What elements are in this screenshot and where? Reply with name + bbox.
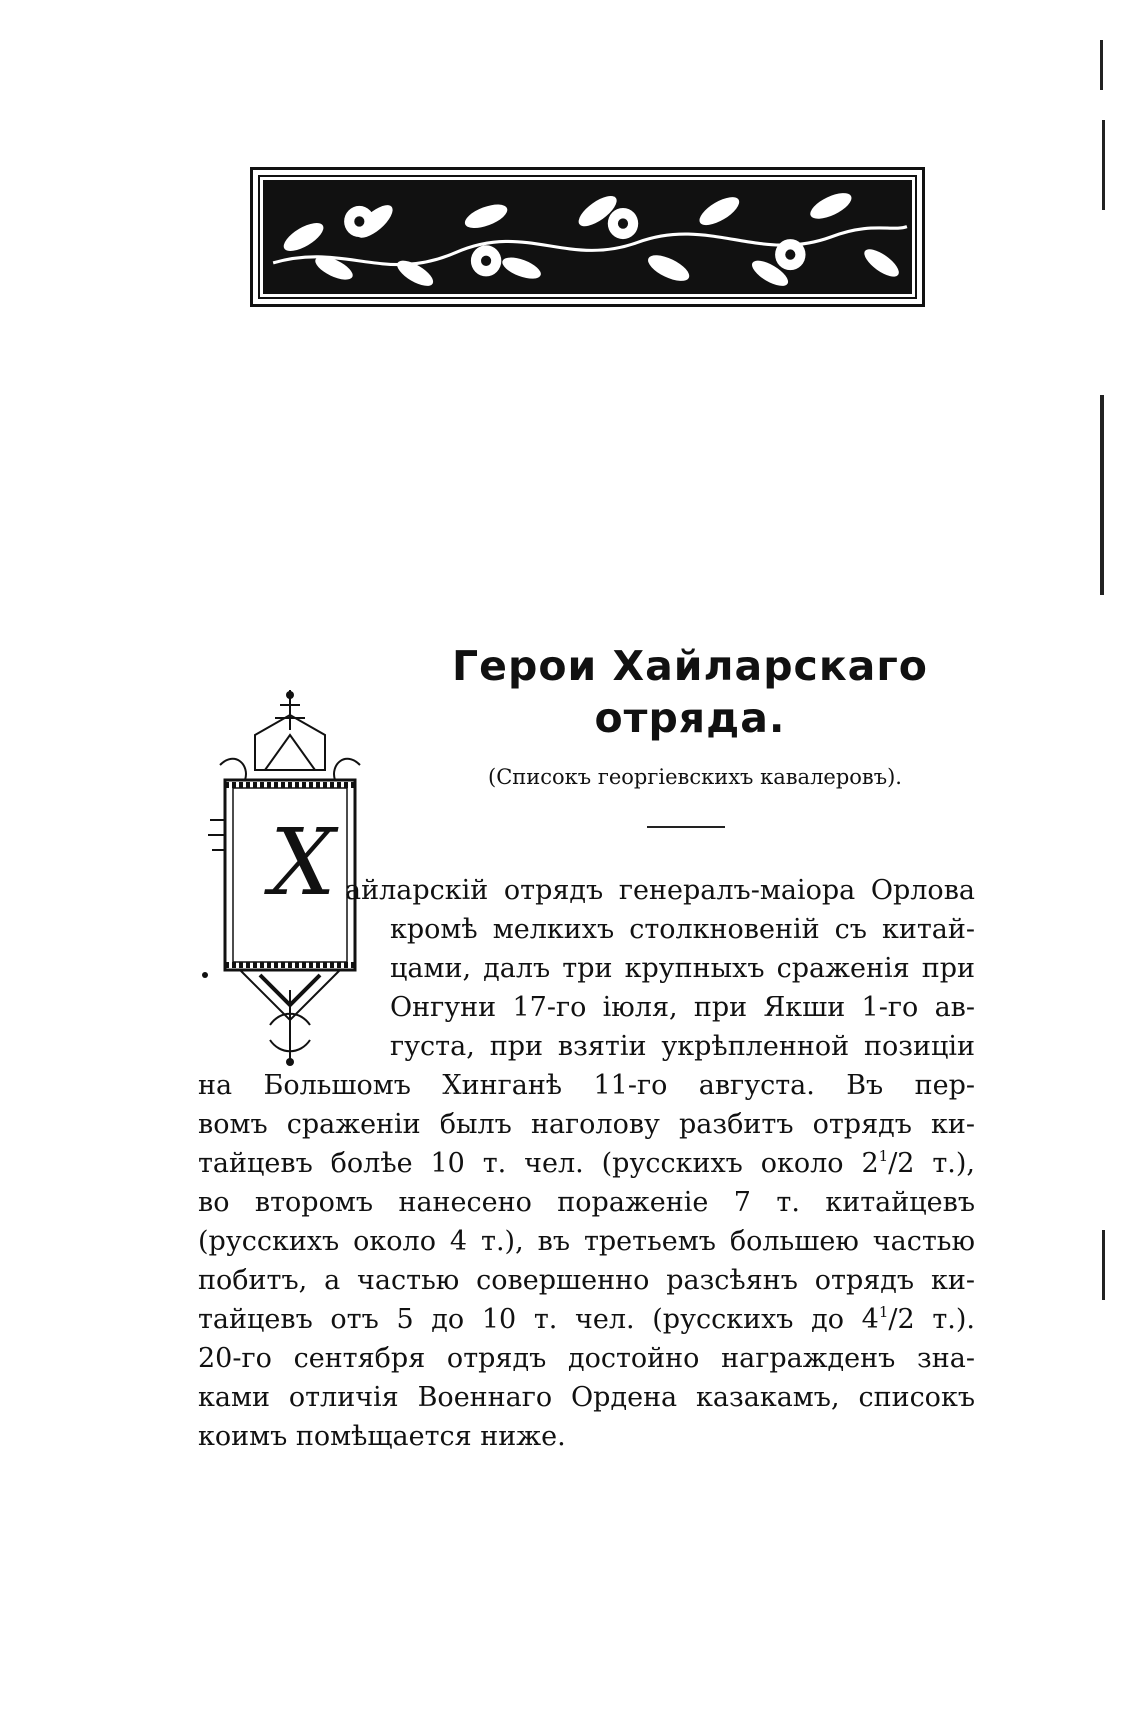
text-line: (русскихъ около 4 т.), въ третьемъ большею частью — [198, 1226, 975, 1257]
scan-edge-mark — [1102, 1230, 1105, 1300]
fraction-numerator: 1 — [878, 1147, 889, 1165]
text-line: ками отличія Военнаго Ордена казакамъ, списокъ — [198, 1382, 975, 1413]
drop-cap-letter: Х — [270, 809, 336, 916]
fraction-numerator: 1 — [878, 1303, 889, 1321]
text-line-body: тайцевъ болѣе 10 т. чел. (русскихъ около 2 — [198, 1148, 879, 1179]
title-line-2: отряда. — [594, 694, 786, 742]
text-line: густа, при взятіи укрѣпленной позиціи — [390, 1031, 975, 1062]
scan-edge-mark — [1100, 395, 1104, 595]
text-line: цами, далъ три крупныхъ сраженія при — [390, 953, 975, 984]
text-line: коимъ помѣщается ниже. — [198, 1421, 566, 1452]
scan-edge-mark — [1100, 40, 1103, 90]
text-line: 20-го сентября отрядъ достойно награжденъ зна- — [198, 1343, 975, 1374]
floral-headpiece — [250, 167, 925, 307]
chapter-subtitle: (Списокъ георгіевскихъ кавалеровъ). — [488, 765, 902, 789]
text-line — [198, 1301, 975, 1339]
text-line: Онгуни 17-го іюля, при Якши 1-го ав- — [390, 992, 975, 1023]
text-line — [198, 1145, 975, 1183]
chapter-title — [420, 640, 960, 744]
text-line: вомъ сраженіи былъ наголову разбитъ отрядъ ки- — [198, 1109, 975, 1140]
fraction-rest: /2 т.), — [888, 1148, 976, 1179]
text-line: айларскій отрядъ генералъ-маіора Орлова — [345, 875, 975, 906]
text-line: на Большомъ Хинганѣ 11-го августа. Въ пер- — [198, 1070, 975, 1101]
text-line-body: тайцевъ отъ 5 до 10 т. чел. (русскихъ до 4 — [198, 1304, 879, 1335]
divider-rule — [647, 826, 725, 828]
text-line: кромѣ мелкихъ столкновеній съ китай- — [390, 914, 975, 945]
text-line: побитъ, а частью совершенно разсѣянъ отрядъ ки- — [198, 1265, 975, 1296]
scan-edge-mark — [1102, 120, 1105, 210]
text-line: во второмъ нанесено пораженіе 7 т. китайцевъ — [198, 1187, 975, 1218]
title-line-1: Герои Хайларскаго — [452, 642, 928, 690]
fraction-rest: /2 т.). — [888, 1304, 975, 1335]
